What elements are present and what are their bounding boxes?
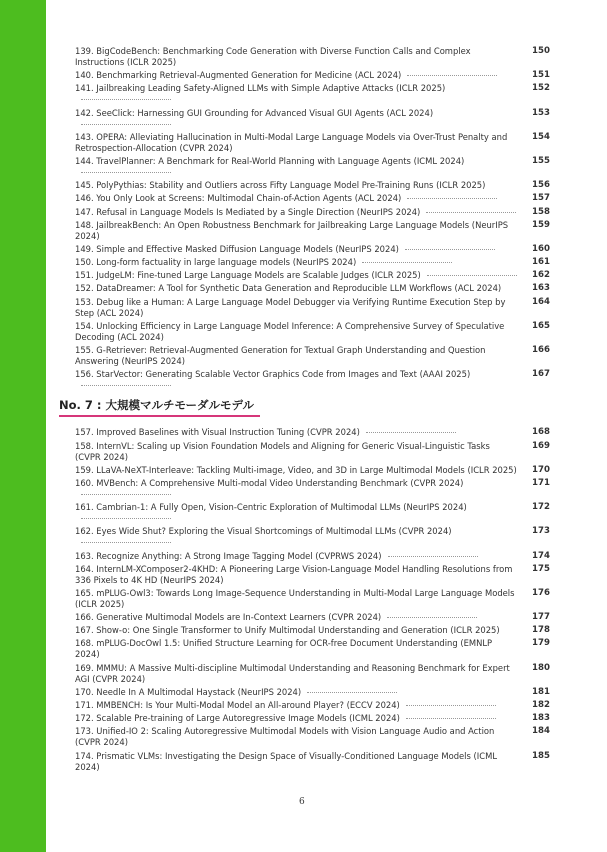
- toc-entry-page: 151: [532, 70, 550, 81]
- toc-entry[interactable]: [75, 638, 550, 660]
- toc-entry-page: 160: [532, 243, 550, 254]
- toc-entry-page: 165: [532, 320, 550, 331]
- toc-entry[interactable]: [75, 220, 550, 242]
- toc-entry-page: 183: [532, 713, 550, 724]
- toc-entry-page: 150: [532, 46, 550, 56]
- toc-entry-page: 162: [532, 270, 550, 281]
- toc-entry-title: 169. MMMU: A Massive Multi-discipline Multimodal Understanding and Reasoning Benchmark for Expert AGI (CVPR 2024): [75, 662, 510, 684]
- dot-leader: [307, 692, 397, 693]
- toc-entry-page: 181: [532, 686, 550, 697]
- green-side-bar: [0, 0, 46, 852]
- toc-entry-title: 158. InternVL: Scaling up Vision Foundation Models and Aligning for Generic Visual-Linguistic Tasks (CVPR 2024): [75, 440, 490, 462]
- toc-entry-title: 157. Improved Baselines with Visual Instruction Tuning (CVPR 2024): [75, 427, 360, 438]
- toc-entry-page: 156: [532, 180, 550, 191]
- toc-entry[interactable]: [75, 193, 550, 204]
- toc-list-section-6: [75, 46, 550, 391]
- toc-entry-page: 169: [532, 440, 550, 451]
- toc-entry[interactable]: [75, 713, 550, 724]
- toc-entry-title: 148. JailbreakBench: An Open Robustness Benchmark for Jailbreaking Large Language Models (NeurIPS 2024): [75, 219, 509, 241]
- toc-entry-page: 184: [532, 726, 550, 737]
- toc-entry-page: 161: [532, 257, 550, 268]
- toc-entry-page: 164: [532, 296, 550, 307]
- toc-entry-title: 165. mPLUG-Owl3: Towards Long Image-Sequence Understanding in Multi-Modal Large Language Models (ICLR 2025): [75, 587, 515, 609]
- toc-entry-page: 152: [532, 83, 550, 94]
- dot-leader: [407, 75, 497, 76]
- toc-entry-page: 159: [532, 219, 550, 230]
- toc-entry[interactable]: [75, 726, 550, 748]
- toc-entry-page: 175: [532, 563, 550, 574]
- toc-entry-title: 168. mPLUG-DocOwl 1.5: Unified Structure Learning for OCR-free Document Understanding (EMNLP 2024): [75, 638, 493, 660]
- toc-entry-title: 159. LLaVA-NeXT-Interleave: Tackling Multi-image, Video, and 3D in Large Multimodal Models (ICLR 2025): [75, 464, 517, 475]
- toc-entry[interactable]: [75, 751, 550, 773]
- toc-entry-page: 153: [532, 107, 550, 118]
- page-number: 6: [299, 797, 305, 807]
- toc-entry[interactable]: [75, 244, 550, 255]
- toc-entry-title: 173. Unified-IO 2: Scaling Autoregressive Multimodal Models with Vision Language Audio and Action (CVPR 2024): [75, 726, 495, 748]
- toc-entry[interactable]: [75, 156, 550, 178]
- dot-leader: [388, 556, 478, 557]
- toc-entry[interactable]: [75, 588, 550, 610]
- dot-leader: [81, 518, 171, 519]
- toc-entry-page: 177: [532, 612, 550, 623]
- toc-entry[interactable]: [75, 427, 550, 438]
- dot-leader: [81, 494, 171, 495]
- toc-entry-title: 170. Needle In A Multimodal Haystack (NeurIPS 2024): [75, 686, 302, 697]
- toc-entry-title: 145. PolyPythias: Stability and Outliers across Fifty Language Model Pre-Training Runs (ICLR 2025): [75, 180, 486, 191]
- toc-entry-page: 178: [532, 625, 550, 636]
- toc-entry-title: 149. Simple and Effective Masked Diffusion Language Models (NeurIPS 2024): [75, 243, 399, 254]
- toc-entry[interactable]: [75, 207, 550, 218]
- dot-leader: [407, 198, 497, 199]
- toc-entry-title: 160. MVBench: A Comprehensive Multi-modal Video Understanding Benchmark (CVPR 2024): [75, 477, 464, 488]
- toc-entry-title: 142. SeeClick: Harnessing GUI Grounding for Advanced Visual GUI Agents (ACL 2024): [75, 107, 434, 118]
- toc-entry-page: 172: [532, 502, 550, 513]
- dot-leader: [427, 275, 517, 276]
- toc-entry[interactable]: [75, 297, 550, 319]
- toc-entry-page: 158: [532, 206, 550, 217]
- toc-entry[interactable]: [75, 70, 550, 81]
- dot-leader: [405, 249, 495, 250]
- toc-entry-title: 141. Jailbreaking Leading Safety-Aligned LLMs with Simple Adaptive Attacks (ICLR 2025): [75, 83, 446, 94]
- toc-entry-page: 179: [532, 638, 550, 649]
- toc-entry-title: 162. Eyes Wide Shut? Exploring the Visual Shortcomings of Multimodal LLMs (CVPR 2024): [75, 526, 452, 537]
- toc-entry-page: 176: [532, 587, 550, 598]
- toc-entry-page: 185: [532, 750, 550, 761]
- toc-entry-title: 156. StarVector: Generating Scalable Vector Graphics Code from Images and Text (AAAI 2025): [75, 369, 471, 380]
- toc-entry[interactable]: [75, 270, 550, 281]
- toc-entry-title: 139. BigCodeBench: Benchmarking Code Generation with Diverse Function Calls and Complex Instructions (ICLR 2025): [75, 46, 471, 67]
- dot-leader: [426, 212, 516, 213]
- toc-entry-title: 150. Long-form factuality in large language models (NeurIPS 2024): [75, 257, 357, 268]
- toc-entry[interactable]: [75, 612, 550, 623]
- toc-entry[interactable]: [75, 283, 550, 294]
- toc-entry-title: 161. Cambrian-1: A Fully Open, Vision-Centric Exploration of Multimodal LLMs (NeurIPS 2024): [75, 502, 467, 513]
- toc-entry-title: 144. TravelPlanner: A Benchmark for Real-World Planning with Language Agents (ICML 2024): [75, 155, 465, 166]
- toc-entry-title: 154. Unlocking Efficiency in Large Language Model Inference: A Comprehensive Survey of Speculative Decoding (ACL 2024): [75, 320, 505, 342]
- toc-entry-page: 174: [532, 550, 550, 561]
- dot-leader: [366, 432, 456, 433]
- toc-entry[interactable]: [75, 369, 550, 391]
- toc-entry[interactable]: [75, 526, 550, 548]
- toc-entry[interactable]: [75, 502, 550, 524]
- toc-entry[interactable]: [75, 687, 550, 698]
- dot-leader: [81, 542, 171, 543]
- toc-entry-title: 172. Scalable Pre-training of Large Autoregressive Image Models (ICML 2024): [75, 713, 400, 724]
- toc-entry-title: 147. Refusal in Language Models Is Mediated by a Single Direction (NeurIPS 2024): [75, 206, 421, 217]
- toc-entry-title: 171. MMBENCH: Is Your Multi-Modal Model an All-around Player? (ECCV 2024): [75, 700, 400, 710]
- toc-entry[interactable]: [75, 108, 550, 130]
- toc-list-section-7: [75, 427, 550, 772]
- toc-entry-title: 140. Benchmarking Retrieval-Augmented Generation for Medicine (ACL 2024): [75, 70, 402, 81]
- toc-entry[interactable]: [75, 478, 550, 500]
- toc-entry-title: 163. Recognize Anything: A Strong Image Tagging Model (CVPRWS 2024): [75, 550, 382, 561]
- toc-entry[interactable]: [75, 564, 550, 586]
- toc-entry-title: 143. OPERA: Alleviating Hallucination in Multi-Modal Large Language Models via Over-Trust Penalty and Retrospection-Allocation (CVPR 2024): [75, 131, 508, 153]
- toc-entry[interactable]: [75, 180, 550, 191]
- toc-entry[interactable]: [75, 345, 550, 367]
- section-heading: No. 7 : 大規模マルチモーダルモデル: [59, 397, 260, 417]
- toc-entry-page: 170: [532, 464, 550, 475]
- toc-entry-page: 155: [532, 155, 550, 166]
- toc-entry[interactable]: [75, 257, 550, 268]
- toc-entry[interactable]: [75, 321, 550, 343]
- dot-leader: [81, 99, 171, 100]
- toc-entry-page: 168: [532, 427, 550, 438]
- toc-entry-title: 174. Prismatic VLMs: Investigating the Design Space of Visually-Conditioned Language Models (ICML 2024): [75, 750, 497, 772]
- dot-leader: [81, 172, 171, 173]
- toc-entry-title: 164. InternLM-XComposer2-4KHD: A Pioneering Large Vision-Language Model Handling Resolutions from 336 Pixels to 4K HD (NeurIPS 2024): [75, 563, 513, 585]
- toc-entry-title: 153. Debug like a Human: A Large Language Model Debugger via Verifying Runtime Execution Step by Step (ACL 2024): [75, 296, 506, 318]
- toc-entry-page: 163: [532, 283, 550, 294]
- toc-entry-title: 166. Generative Multimodal Models are In-Context Learners (CVPR 2024): [75, 612, 382, 623]
- toc-entry-page: 166: [532, 345, 550, 355]
- toc-entry[interactable]: [75, 46, 550, 68]
- toc-entry-title: 152. DataDreamer: A Tool for Synthetic Data Generation and Reproducible LLM Workflows (ACL 2024): [75, 283, 502, 294]
- dot-leader: [387, 617, 477, 618]
- table-of-contents: [59, 46, 550, 775]
- toc-entry-page: 157: [532, 193, 550, 204]
- dot-leader: [81, 124, 171, 125]
- dot-leader: [362, 262, 452, 263]
- toc-entry-page: 180: [532, 662, 550, 673]
- toc-entry[interactable]: [75, 441, 550, 463]
- toc-entry-title: 146. You Only Look at Screens: Multimodal Chain-of-Action Agents (ACL 2024): [75, 193, 402, 204]
- dot-leader: [406, 705, 496, 706]
- toc-entry[interactable]: [75, 465, 550, 476]
- toc-entry-page: 154: [532, 131, 550, 142]
- toc-entry[interactable]: [75, 625, 550, 636]
- toc-entry-page: 167: [532, 369, 550, 380]
- toc-entry[interactable]: [75, 663, 550, 685]
- toc-entry[interactable]: [75, 700, 550, 711]
- toc-entry-page: 173: [532, 526, 550, 537]
- toc-entry-title: 151. JudgeLM: Fine-tuned Large Language Models are Scalable Judges (ICLR 2025): [75, 270, 421, 281]
- toc-entry[interactable]: [75, 83, 550, 105]
- toc-entry-title: 167. Show-o: One Single Transformer to Unify Multimodal Understanding and Generation (ICLR 2025): [75, 625, 500, 636]
- toc-entry-page: 171: [532, 477, 550, 488]
- toc-entry-page: 182: [532, 700, 550, 710]
- toc-entry-title: 155. G-Retriever: Retrieval-Augmented Generation for Textual Graph Understanding and Question Answering (NeurIPS 2024): [75, 345, 486, 366]
- toc-entry[interactable]: [75, 551, 550, 562]
- dot-leader: [406, 718, 496, 719]
- dot-leader: [81, 385, 171, 386]
- toc-entry[interactable]: [75, 132, 550, 154]
